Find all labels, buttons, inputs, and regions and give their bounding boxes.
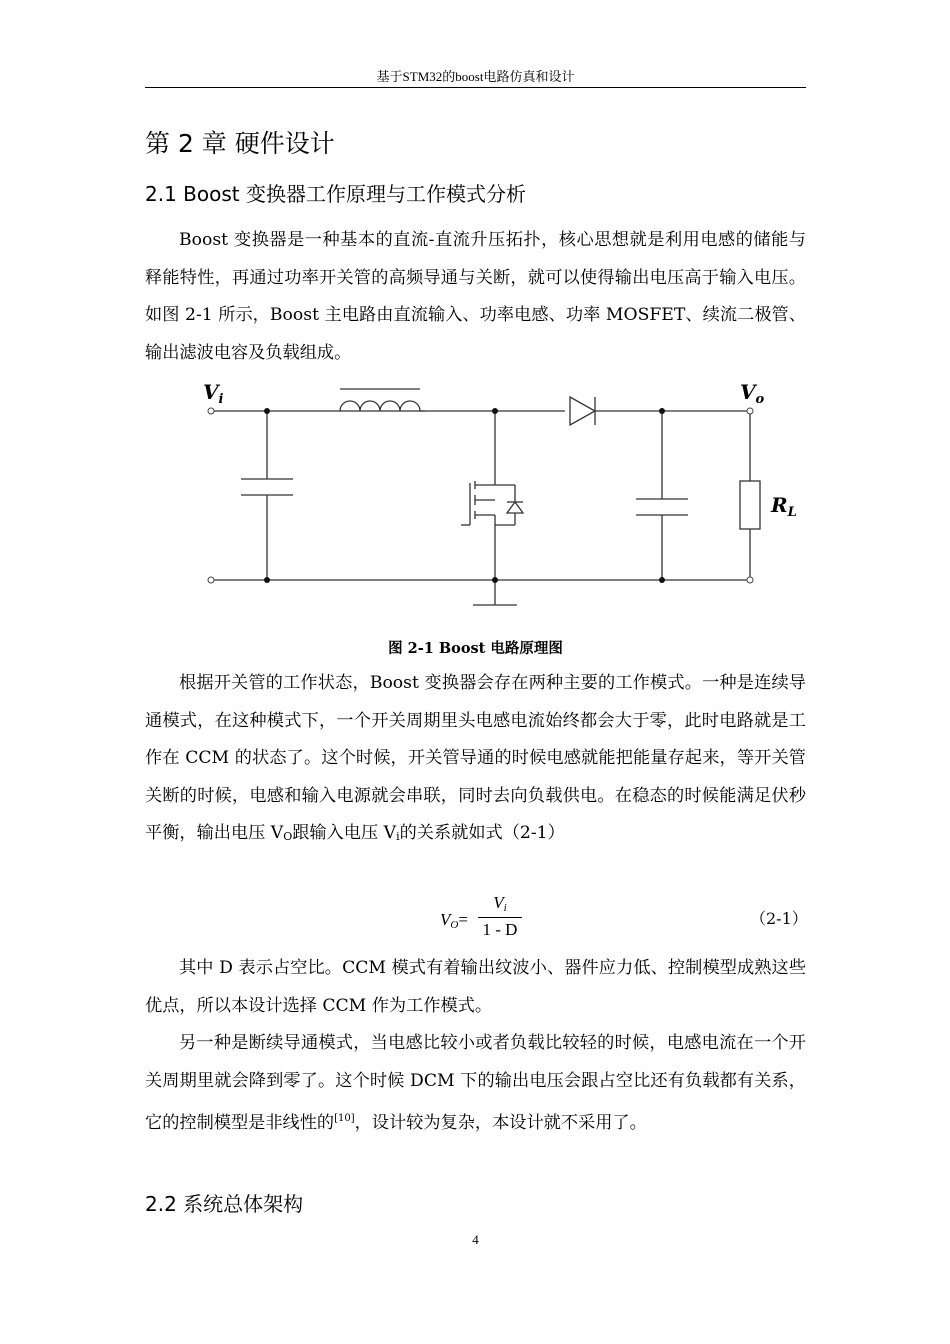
label-vi: $V_i$ [203, 380, 224, 407]
paragraph-intro: Boost 变换器是一种基本的直流-直流升压拓扑，核心思想就是利用电感的储能与释能特性，再通过功率开关管的高频导通与关断，就可以使得输出电压高于输入电压。如图 2-1 所示，Boost 主电路由直流输入、功率电感、功率 MOSFET、续流二极管、输出滤波电容及负载组成。 [145, 230, 806, 363]
paragraph-ccm-text-b: 跟输入电压 V [292, 823, 397, 843]
equation-equals: = [458, 910, 468, 929]
equation-numerator: V [493, 893, 504, 912]
load-resistor-symbol [740, 481, 760, 529]
diode-symbol [570, 397, 595, 425]
page-number: 4 [472, 1232, 479, 1247]
label-rl: $R_L$ [771, 493, 797, 520]
paragraph-ccm-text-a: 根据开关管的工作状态，Boost 变换器会存在两种主要的工作模式。一种是连续导通模式，在这种模式下，一个开关周期里头电感电流始终都会大于零，此时电路就是工作在 CCM 的状态了。这个时候，开关管导通的时候电感就能把能量存起来，等开关管关断的时候，电感和输入电源就会串联，同时去向负载供电。在稳态的时候能满足伏秒平衡，输出电压 V [145, 673, 806, 843]
equation-denominator: 1 - D [482, 920, 518, 939]
subscript-o: O [283, 830, 293, 843]
running-header: 基于STM32的boost电路仿真和设计 [376, 69, 575, 84]
boost-circuit-diagram [195, 375, 825, 625]
inductor-symbol [340, 389, 420, 411]
paragraph-ccm-advantages: 其中 D 表示占空比。CCM 模式有着输出纹波小、器件应力低、控制模型成熟这些优点，所以本设计选择 CCM 作为工作模式。 [145, 958, 806, 1016]
mosfet-symbol [461, 481, 523, 525]
section-2-1-title: 2.1 Boost 变换器工作原理与工作模式分析 [145, 182, 526, 206]
header-divider [145, 87, 806, 88]
equation-fraction [478, 893, 522, 940]
input-capacitor-symbol [241, 479, 293, 495]
paragraph-ccm-text-c: 的关系就如式（2-1） [399, 823, 565, 843]
paragraph-dcm [145, 1025, 806, 1143]
equation-number: （2-1） [750, 909, 808, 928]
subscript-i: i [396, 830, 400, 843]
equation-lhs-sub: O [450, 919, 459, 931]
label-vo: $V_o$ [740, 380, 765, 407]
equation-lhs: V [440, 910, 451, 929]
section-2-2-title: 2.2 系统总体架构 [145, 1192, 304, 1216]
paragraph-dcm-text-a: 另一种是断续导通模式，当电感比较小或者负载比较轻的时候，电感电流在一个开关周期里就会降到零了。这个时候 DCM 下的输出电压会跟占空比还有负载都有关系，它的控制模型是非线性的 [145, 1033, 806, 1133]
output-capacitor-symbol [636, 499, 688, 515]
paragraph-ccm [145, 665, 806, 856]
citation-ref: [10] [334, 1113, 355, 1124]
figure-caption: 图 2-1 Boost 电路原理图 [388, 640, 563, 657]
equation-numerator-sub: i [503, 902, 507, 914]
chapter-title: 第 2 章 硬件设计 [145, 129, 335, 158]
paragraph-dcm-text-b: ，设计较为复杂，本设计就不采用了。 [354, 1113, 647, 1133]
